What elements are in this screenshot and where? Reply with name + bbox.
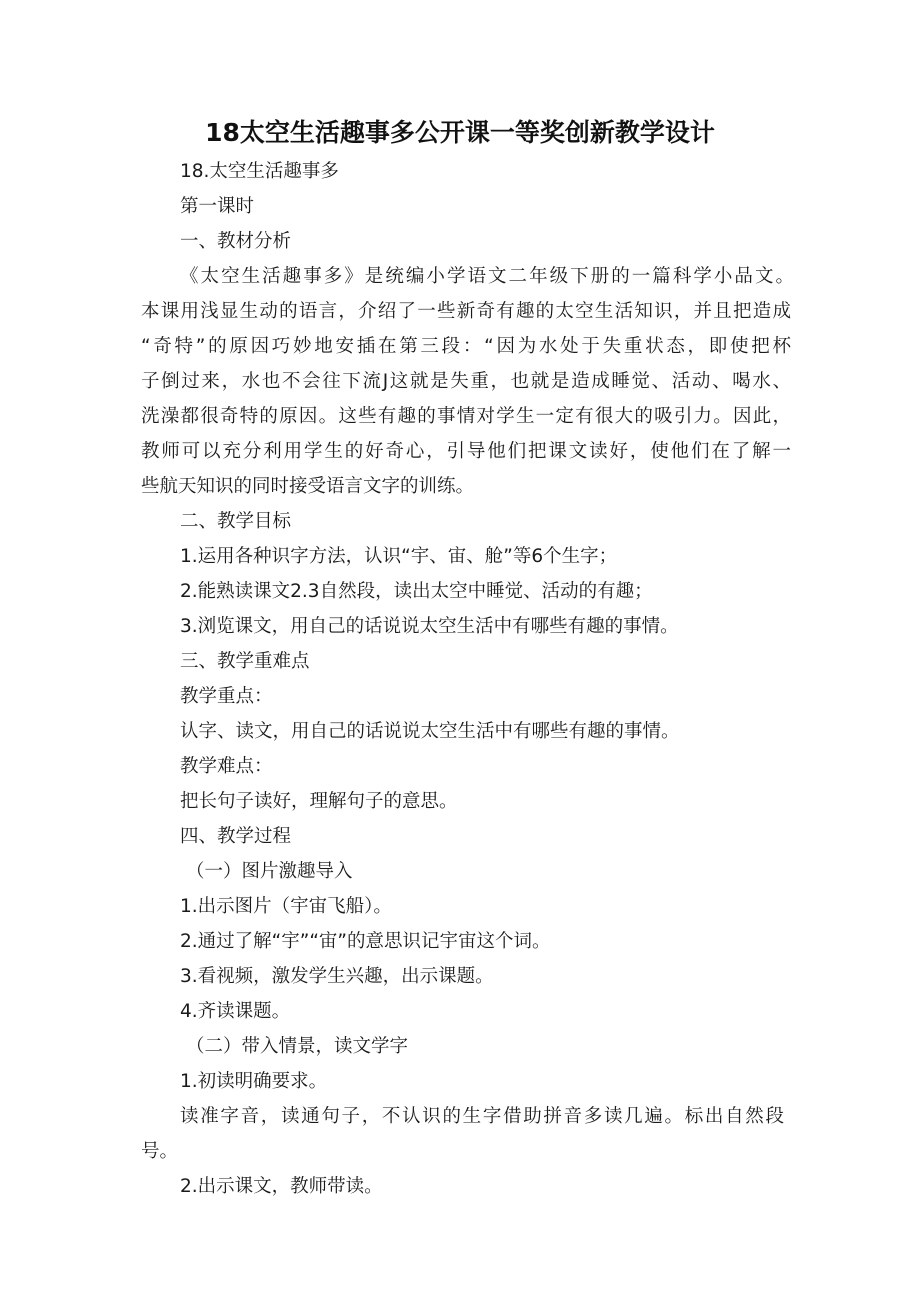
process-part-heading: （二）带入情景，读文学字: [186, 1036, 409, 1057]
requirement-line: 读准字音，读通句子，不认识的生字借助拼音多读几遍。标出自然段: [180, 1106, 784, 1127]
section-heading-textbook-analysis: 一、教材分析: [180, 231, 292, 252]
goal-item: 1.运用各种识字方法，认识“宇、宙、舱”等6个生字；: [180, 546, 618, 567]
analysis-paragraph-line: 教师可以充分利用学生的好奇心，引导他们把课文读好，使他们在了解一: [141, 441, 791, 462]
document-title: 18太空生活趣事多公开课一等奖创新教学设计: [205, 118, 715, 147]
process-step: 4.齐读课题。: [180, 1001, 291, 1022]
process-step: 2.通过了解“宇”“宙”的意思识记宇宙这个词。: [180, 931, 551, 952]
lesson-period: 第一课时: [180, 196, 255, 217]
analysis-paragraph-line: 本课用浅显生动的语言，介绍了一些新奇有趣的太空生活知识，并且把造成: [141, 301, 791, 322]
section-heading-key-points: 三、教学重难点: [180, 651, 310, 672]
process-step: 2.出示课文，教师带读。: [180, 1176, 383, 1197]
goal-item: 3.浏览课文，用自己的话说说太空生活中有哪些有趣的事情。: [180, 616, 679, 637]
process-part-heading: （一）图片激趣导入: [186, 861, 353, 882]
analysis-paragraph-line: 《太空生活趣事多》是统编小学语文二年级下册的一篇科学小品文。: [180, 266, 794, 287]
process-step: 1.初读明确要求。: [180, 1071, 328, 1092]
lesson-name: 18.太空生活趣事多: [180, 161, 339, 182]
analysis-paragraph-line: 子倒过来，水也不会往下流J这就是失重，也就是造成睡觉、活动、喝水、: [141, 371, 791, 392]
goal-item: 2.能熟读课文2.3自然段，读出太空中睡觉、活动的有趣；: [180, 581, 653, 602]
process-step: 3.看视频，激发学生兴趣，出示课题。: [180, 966, 494, 987]
process-step: 1.出示图片（宇宙飞船）。: [180, 896, 392, 917]
analysis-paragraph-line: “奇特”的原因巧妙地安插在第三段：“因为水处于失重状态，即使把杯: [141, 336, 791, 357]
difficult-point-text: 把长句子读好，理解句子的意思。: [180, 791, 458, 812]
analysis-paragraph-line: 洗澡都很奇特的原因。这些有趣的事情对学生一定有很大的吸引力。因此，: [141, 406, 791, 427]
section-heading-teaching-process: 四、教学过程: [180, 826, 292, 847]
key-point-text: 认字、读文，用自己的话说说太空生活中有哪些有趣的事情。: [180, 721, 680, 742]
requirement-line: 号。: [141, 1141, 179, 1162]
difficult-point-label: 教学难点：: [180, 756, 273, 777]
section-heading-teaching-goals: 二、教学目标: [180, 511, 292, 532]
analysis-paragraph-line: 些航天知识的同时接受语言文字的训练。: [141, 476, 475, 497]
key-point-label: 教学重点：: [180, 686, 273, 707]
